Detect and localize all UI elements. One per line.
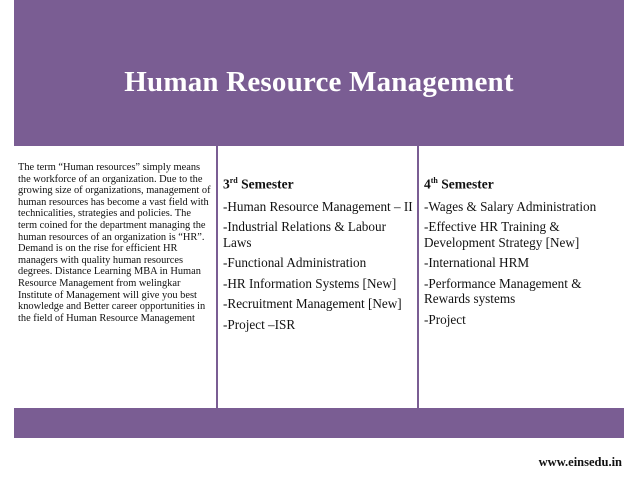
semester-3-suffix: rd bbox=[229, 176, 238, 185]
semester-3-cell bbox=[218, 146, 419, 408]
semester-4-cell bbox=[419, 146, 624, 408]
semester-3-heading bbox=[223, 176, 413, 193]
list-item: -Industrial Relations & Labour Laws bbox=[223, 219, 386, 250]
list-item: -Human Resource Management – II bbox=[223, 198, 413, 214]
list-item: -Effective HR Training & Development Strategy [New] bbox=[424, 219, 580, 250]
semester-4-label: Semester bbox=[441, 176, 494, 192]
semester-4-ordinal: 4 bbox=[424, 176, 431, 192]
list-item: -Project bbox=[424, 311, 466, 327]
slide-title: Human Resource Management bbox=[124, 66, 514, 98]
content-table bbox=[14, 146, 624, 410]
list-item: -Recruitment Management [New] bbox=[223, 296, 402, 311]
list-item: -HR Information Systems [New] bbox=[223, 275, 397, 291]
intro-text: The term “Human resources” simply means the workforce of an organization. Due to the growing size of organizations, management of human resources has become a vast field with technicalities, strategies and policies. The term coined for the department managing the human resources of an organization is “HR”. Demand is on the rise for efficient HR managers with quality human resources degrees. Distance Learning MBA in Human Resource Management from welingkar Institute of Management will give you best knowledge and Better career opportunities in the field of Human Resource Management bbox=[18, 162, 211, 324]
list-item: -Wages & Salary Administration bbox=[424, 198, 597, 214]
list-item: -International HRM bbox=[424, 255, 530, 270]
list-item: -Performance Management & Rewards systems bbox=[424, 275, 582, 306]
semester-3-label: Semester bbox=[241, 176, 294, 192]
website-url: www.einsedu.in bbox=[538, 455, 622, 469]
intro-cell bbox=[14, 146, 218, 408]
list-item: -Project –ISR bbox=[223, 316, 296, 332]
semester-4-suffix: th bbox=[430, 176, 438, 185]
semester-4-heading bbox=[424, 176, 622, 193]
footer-band bbox=[14, 410, 624, 438]
list-item: -Functional Administration bbox=[223, 255, 367, 270]
semester-3-ordinal: 3 bbox=[223, 176, 230, 192]
